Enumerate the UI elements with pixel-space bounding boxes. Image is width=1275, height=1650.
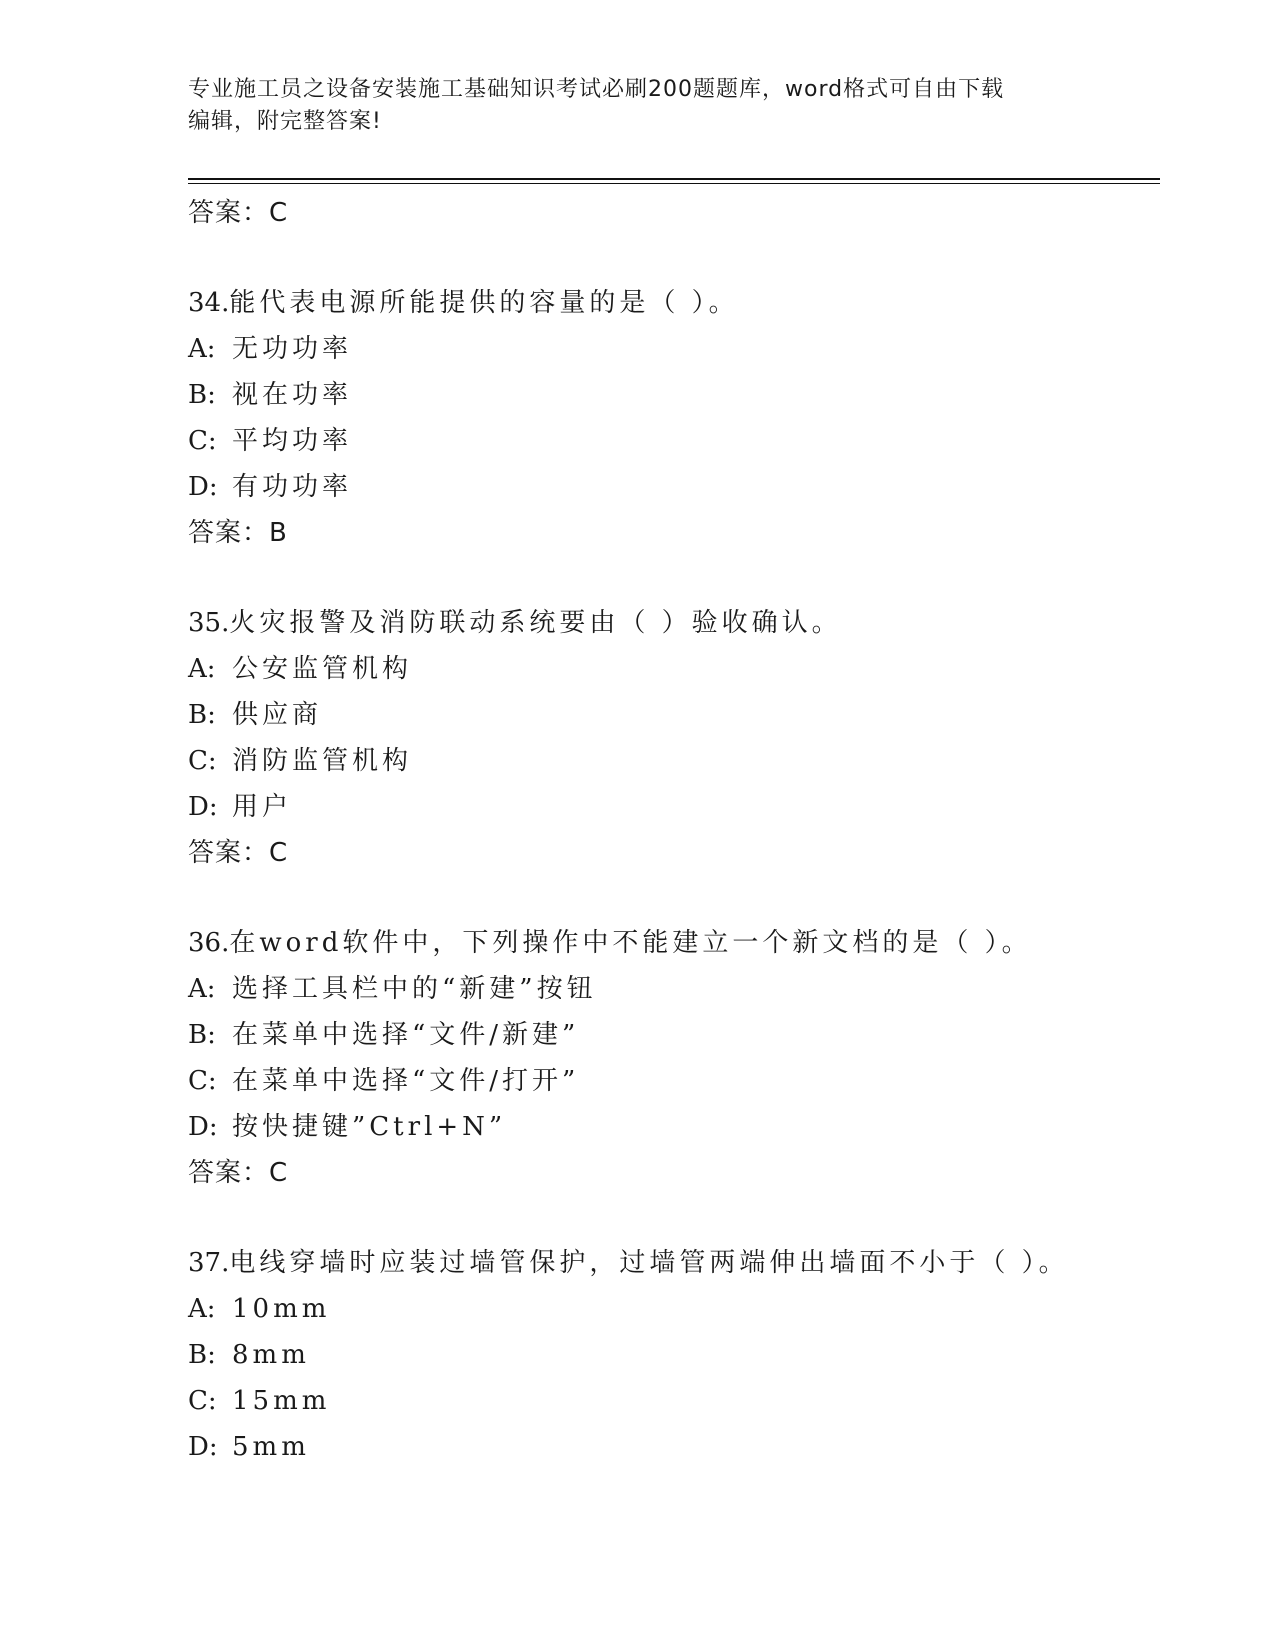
option-letter: A: xyxy=(188,974,216,1004)
question-text: 火灾报警及消防联动系统要由（ ）验收确认。 xyxy=(229,608,842,638)
option-text: 用户 xyxy=(232,792,293,822)
option-letter: B: xyxy=(188,1340,216,1370)
option-letter: C: xyxy=(188,426,217,456)
question-number: 34. xyxy=(188,288,230,318)
header-rule-thin xyxy=(188,183,1160,184)
option-a xyxy=(188,966,1160,1012)
option-a xyxy=(188,646,1160,692)
option-c xyxy=(188,738,1160,784)
option-text: 在菜单中选择“文件/新建” xyxy=(232,1020,580,1050)
question-stem xyxy=(188,1240,1160,1286)
question-stem xyxy=(188,920,1160,966)
option-d xyxy=(188,1104,1160,1150)
option-d xyxy=(188,784,1160,830)
question-stem xyxy=(188,280,1160,326)
option-c xyxy=(188,1058,1160,1104)
option-text: 有功功率 xyxy=(232,472,353,502)
question-34 xyxy=(188,280,1160,556)
option-a xyxy=(188,326,1160,372)
option-letter: C: xyxy=(188,746,217,776)
option-text: 选择工具栏中的“新建”按钮 xyxy=(232,974,597,1004)
option-letter: D: xyxy=(188,1112,218,1142)
question-36 xyxy=(188,920,1160,1196)
option-text: 在菜单中选择“文件/打开” xyxy=(232,1066,580,1096)
option-text: 供应商 xyxy=(232,700,323,730)
question-number: 37. xyxy=(188,1248,230,1278)
header-line-1: 专业施工员之设备安装施工基础知识考试必刷200题题库，word格式可自由下载 xyxy=(188,77,1005,102)
option-text: 平均功率 xyxy=(232,426,353,456)
answer-line: 答案：C xyxy=(188,198,289,228)
option-letter: D: xyxy=(188,472,218,502)
question-stem xyxy=(188,600,1160,646)
answer-line: 答案：C xyxy=(188,838,289,868)
option-text: 8mm xyxy=(232,1340,310,1370)
option-text: 视在功率 xyxy=(232,380,353,410)
option-b xyxy=(188,692,1160,738)
option-letter: C: xyxy=(188,1066,217,1096)
option-text: 10mm xyxy=(232,1294,331,1324)
option-letter: B: xyxy=(188,380,216,410)
option-letter: D: xyxy=(188,792,218,822)
option-text: 15mm xyxy=(232,1386,331,1416)
question-37 xyxy=(188,1240,1160,1470)
option-letter: C: xyxy=(188,1386,217,1416)
option-text: 5mm xyxy=(232,1432,310,1462)
option-letter: A: xyxy=(188,334,216,364)
answer-line: 答案：C xyxy=(188,1158,289,1188)
header-line-2: 编辑，附完整答案! xyxy=(188,109,382,134)
option-a xyxy=(188,1286,1160,1332)
option-text: 无功功率 xyxy=(232,334,353,364)
option-letter: B: xyxy=(188,700,216,730)
question-text: 电线穿墙时应装过墙管保护，过墙管两端伸出墙面不小于（ ）。 xyxy=(229,1248,1069,1278)
header-rule-thick xyxy=(188,178,1160,180)
option-letter: A: xyxy=(188,654,216,684)
question-number: 36. xyxy=(188,928,230,958)
option-b xyxy=(188,372,1160,418)
option-text: 按快捷键”Ctrl+N” xyxy=(232,1112,507,1142)
option-c xyxy=(188,418,1160,464)
question-text: 在word软件中，下列操作中不能建立一个新文档的是（ ）。 xyxy=(229,928,1032,958)
option-d xyxy=(188,464,1160,510)
option-c xyxy=(188,1378,1160,1424)
option-letter: A: xyxy=(188,1294,216,1324)
answer-line: 答案：B xyxy=(188,518,288,548)
document-body xyxy=(188,190,1160,1470)
option-text: 消防监管机构 xyxy=(232,746,413,776)
question-35 xyxy=(188,600,1160,876)
option-text: 公安监管机构 xyxy=(232,654,413,684)
option-letter: B: xyxy=(188,1020,216,1050)
question-number: 35. xyxy=(188,608,230,638)
option-b xyxy=(188,1332,1160,1378)
option-d xyxy=(188,1424,1160,1470)
option-b xyxy=(188,1012,1160,1058)
document-header xyxy=(188,74,1088,138)
question-text: 能代表电源所能提供的容量的是（ ）。 xyxy=(229,288,739,318)
option-letter: D: xyxy=(188,1432,218,1462)
